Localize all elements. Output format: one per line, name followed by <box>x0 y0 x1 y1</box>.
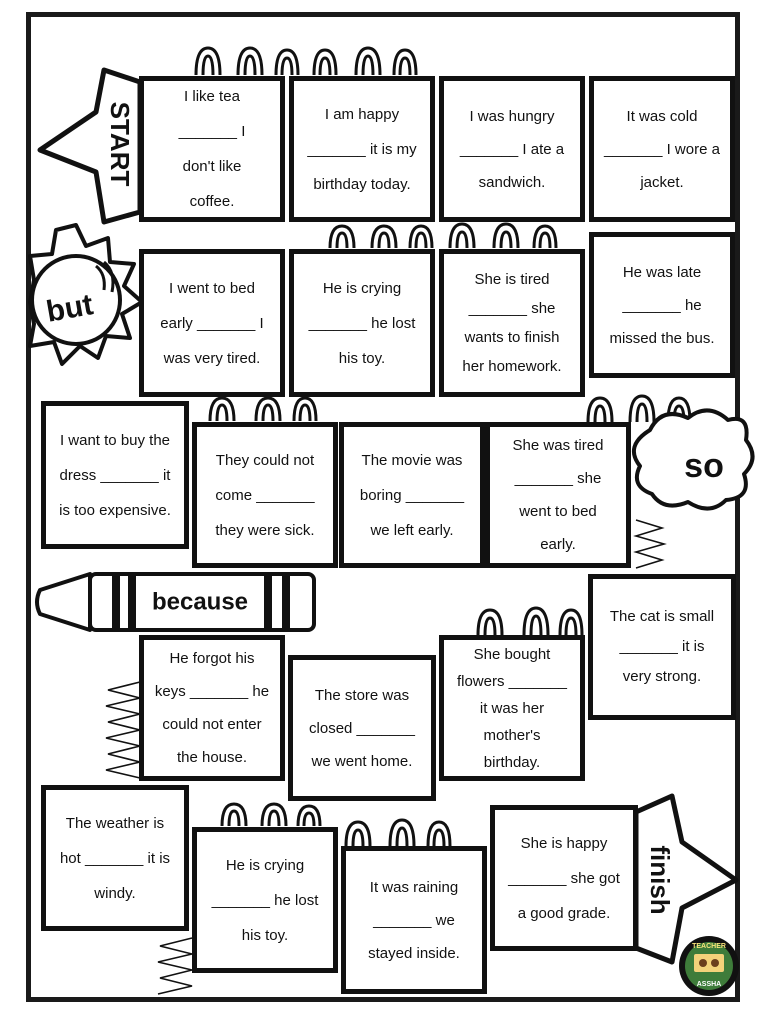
svg-text:TEACHER: TEACHER <box>692 943 726 950</box>
sentence-box-14 <box>139 635 285 781</box>
sentence-text: They could not come _______ they were sick. <box>215 451 315 539</box>
start-star-icon <box>40 70 140 222</box>
sentence-box-19 <box>341 846 487 994</box>
sentence-text: The weather is hot _______ it is windy. <box>59 814 171 902</box>
but-label: but <box>43 288 96 329</box>
so-label: so <box>684 446 724 485</box>
sentence-text: I went to bed early _______ I was very tired. <box>160 279 264 367</box>
sun-icon <box>30 225 142 364</box>
sentence-box-18 <box>192 827 338 973</box>
sentence-box-9 <box>41 401 189 549</box>
cloud-icon <box>634 410 753 508</box>
sentence-text: The movie was boring _______ we left early. <box>359 451 465 539</box>
finish-label: finish <box>645 845 676 915</box>
sentence-box-11 <box>339 422 485 568</box>
crayon-icon <box>37 574 314 630</box>
sentence-box-12 <box>485 422 631 568</box>
sentence-text: The store was closed _______ we went home. <box>309 686 415 770</box>
sentence-box-7 <box>439 249 585 397</box>
sentence-text: It was cold _______ I wore a jacket. <box>604 107 720 191</box>
svg-text:ASSHA: ASSHA <box>696 981 722 988</box>
sentence-text: She was tired _______ she went to bed early. <box>512 437 604 553</box>
sentence-box-15 <box>288 655 436 801</box>
sentence-box-6 <box>289 249 435 397</box>
sentence-text: It was raining _______ we stayed inside. <box>368 878 460 962</box>
sentence-text: He was late _______ he missed the bus. <box>609 263 715 347</box>
sentence-box-20 <box>490 805 638 951</box>
sentence-box-1 <box>139 76 285 222</box>
sentence-text: She is happy _______ she got a good grade. <box>508 834 620 922</box>
sentence-text: I am happy _______ it is my birthday today. <box>307 105 417 193</box>
start-label: START <box>105 101 136 187</box>
sentence-text: He is crying _______ he lost his toy. <box>308 279 416 367</box>
sentence-box-2 <box>289 76 435 222</box>
teacher-logo <box>679 936 739 996</box>
sentence-text: She bought flowers _______ it was her mother's birthday. <box>456 645 568 771</box>
sentence-box-13 <box>588 574 736 720</box>
sentence-box-17 <box>41 785 189 931</box>
sentence-text: I want to buy the dress _______ it is too expensive. <box>59 431 171 519</box>
sentence-box-5 <box>139 249 285 397</box>
sentence-text: He is crying _______ he lost his toy. <box>211 856 319 944</box>
finish-star-icon <box>636 796 736 962</box>
sentence-box-3 <box>439 76 585 222</box>
sentence-box-4 <box>589 76 735 222</box>
sentence-box-16 <box>439 635 585 781</box>
because-label: because <box>151 588 249 616</box>
sentence-box-10 <box>192 422 338 568</box>
sentence-text: She is tired _______ she wants to finish her homework. <box>462 271 562 375</box>
sentence-text: I like tea _______ I don't like coffee. <box>178 88 246 210</box>
sentence-text: He forgot his keys _______ he could not enter the house. <box>154 650 270 766</box>
sentence-text: I was hungry _______ I ate a sandwich. <box>459 107 565 191</box>
sentence-text: The cat is small _______ it is very strong. <box>609 608 715 685</box>
sentence-box-8 <box>589 232 735 378</box>
